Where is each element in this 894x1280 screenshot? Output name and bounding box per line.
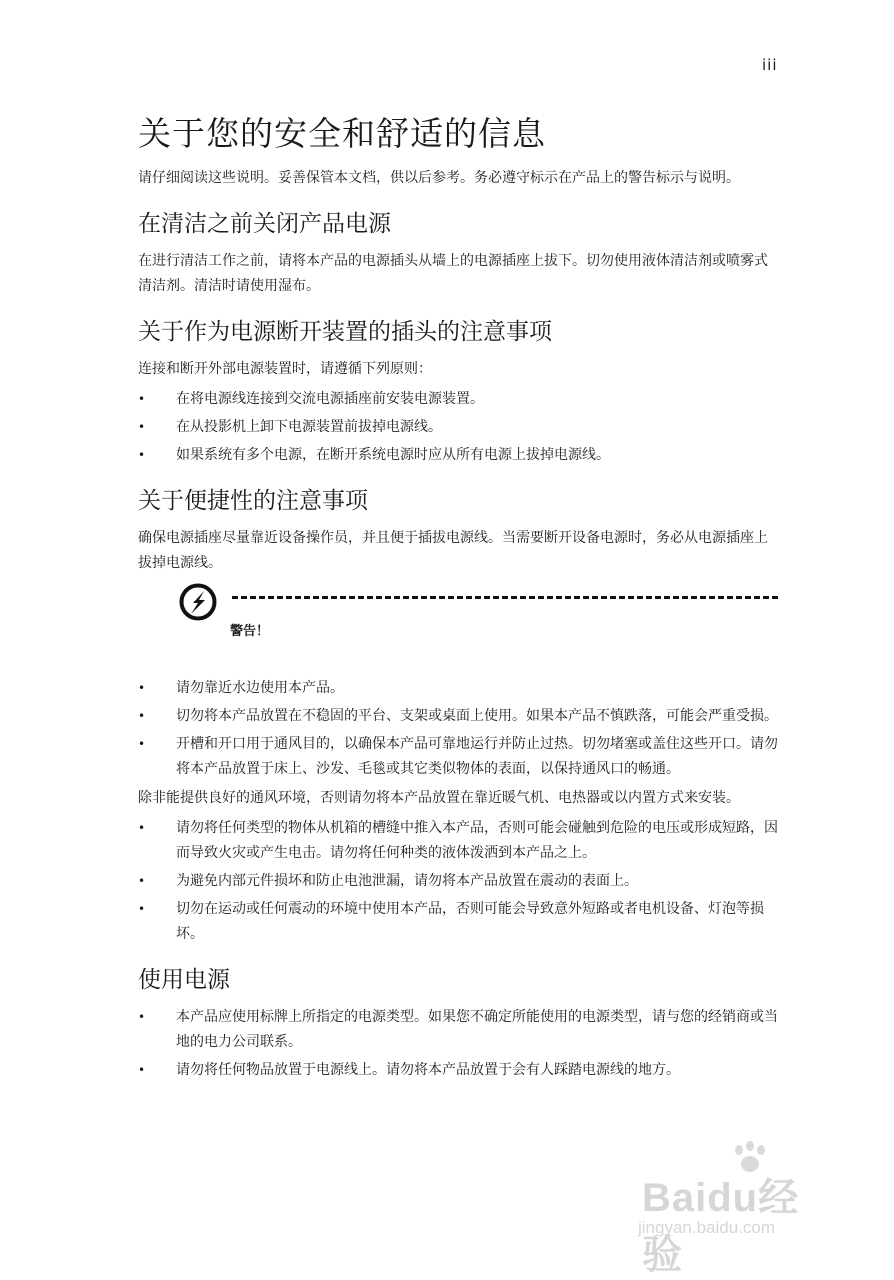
- warning-divider: [232, 596, 778, 599]
- section-heading-access: 关于便捷性的注意事项: [138, 488, 368, 514]
- list-item: • 请勿靠近水边使用本产品。: [138, 676, 778, 701]
- list-item: • 开槽和开口用于通风目的，以确保本产品可靠地运行并防止过热。切勿堵塞或盖住这些开口。请勿将本产品放置于床上、沙发、毛毯或其它类似物体的表面，以保持通风口的畅通。: [138, 732, 778, 782]
- ventilation-paragraph: 除非能提供良好的通风环境，否则请勿将本产品放置在靠近暖气机、电热器或以内置方式来安装。: [138, 790, 740, 806]
- bullet-icon: •: [138, 392, 146, 406]
- bullet-icon: •: [138, 448, 146, 462]
- bullet-icon: •: [138, 902, 146, 916]
- section-paragraph-access: 确保电源插座尽量靠近设备操作员，并且便于插拔电源线。当需要断开设备电源时，务必从电源插座上拔掉电源线。: [138, 530, 768, 571]
- document-body: [138, 108, 778, 1087]
- list-item: • 请勿将任何物品放置于电源线上。请勿将本产品放置于会有人踩踏电源线的地方。: [138, 1058, 778, 1083]
- bullet-icon: •: [138, 1063, 146, 1077]
- bullet-icon: •: [138, 821, 146, 835]
- warning-list-2: [138, 816, 778, 947]
- list-item: • 如果系统有多个电源，在断开系统电源时应从所有电源上拔掉电源线。: [138, 443, 778, 468]
- list-item: • 本产品应使用标牌上所指定的电源类型。如果您不确定所能使用的电源类型，请与您的经销商或当地的电力公司联系。: [138, 1005, 778, 1055]
- section-heading-cleaning: 在清洁之前关闭产品电源: [138, 211, 391, 237]
- warning-label: 警告！: [230, 624, 270, 639]
- list-item: • 在从投影机上卸下电源装置前拔掉电源线。: [138, 415, 778, 440]
- watermark-url: jingyan.baidu.com: [638, 1218, 776, 1237]
- warning-list-1: [138, 676, 778, 782]
- section-heading-power: 使用电源: [138, 967, 230, 993]
- list-item: • 切勿在运动或任何震动的环境中使用本产品，否则可能会导致意外短路或者电机设备、灯泡等损坏。: [138, 897, 778, 947]
- bullet-icon: •: [138, 874, 146, 888]
- watermark: [638, 1140, 838, 1277]
- list-item: • 为避免内部元件损坏和防止电池泄漏，请勿将本产品放置在震动的表面上。: [138, 869, 778, 894]
- bullet-icon: •: [138, 737, 146, 751]
- page-number: iii: [762, 56, 778, 74]
- section-paragraph-cleaning: 在进行清洁工作之前，请将本产品的电源插头从墙上的电源插座上拔下。切勿使用液体清洁剂或喷雾式清洁剂。清洁时请使用湿布。: [138, 253, 768, 294]
- section-heading-plug: 关于作为电源断开装置的插头的注意事项: [138, 319, 552, 345]
- bullet-icon: •: [138, 709, 146, 723]
- power-list: [138, 1005, 778, 1083]
- bullet-icon: •: [138, 420, 146, 434]
- list-item: • 在将电源线连接到交流电源插座前安装电源装置。: [138, 387, 778, 412]
- bullet-icon: •: [138, 681, 146, 695]
- bullet-icon: •: [138, 1010, 146, 1024]
- list-item: • 切勿将本产品放置在不稳固的平台、支架或桌面上使用。如果本产品不慎跌落，可能会严重受损。: [138, 704, 778, 729]
- section-paragraph-plug: 连接和断开外部电源装置时，请遵循下列原则：: [138, 361, 432, 377]
- intro-paragraph: 请仔细阅读这些说明。妥善保管本文档，供以后参考。务必遵守标示在产品上的警告标示与说明。: [138, 170, 740, 186]
- plug-list: [138, 387, 778, 468]
- page-title: 关于您的安全和舒适的信息: [138, 114, 546, 153]
- warning-bolt-icon: [178, 582, 218, 622]
- warning-block: [138, 582, 778, 664]
- list-item: • 请勿将任何类型的物体从机箱的槽缝中推入本产品，否则可能会碰触到危险的电压或形成短路，因而导致火灾或产生电击。请勿将任何种类的液体泼洒到本产品之上。: [138, 816, 778, 866]
- watermark-logo: Baidu经验: [642, 1176, 800, 1277]
